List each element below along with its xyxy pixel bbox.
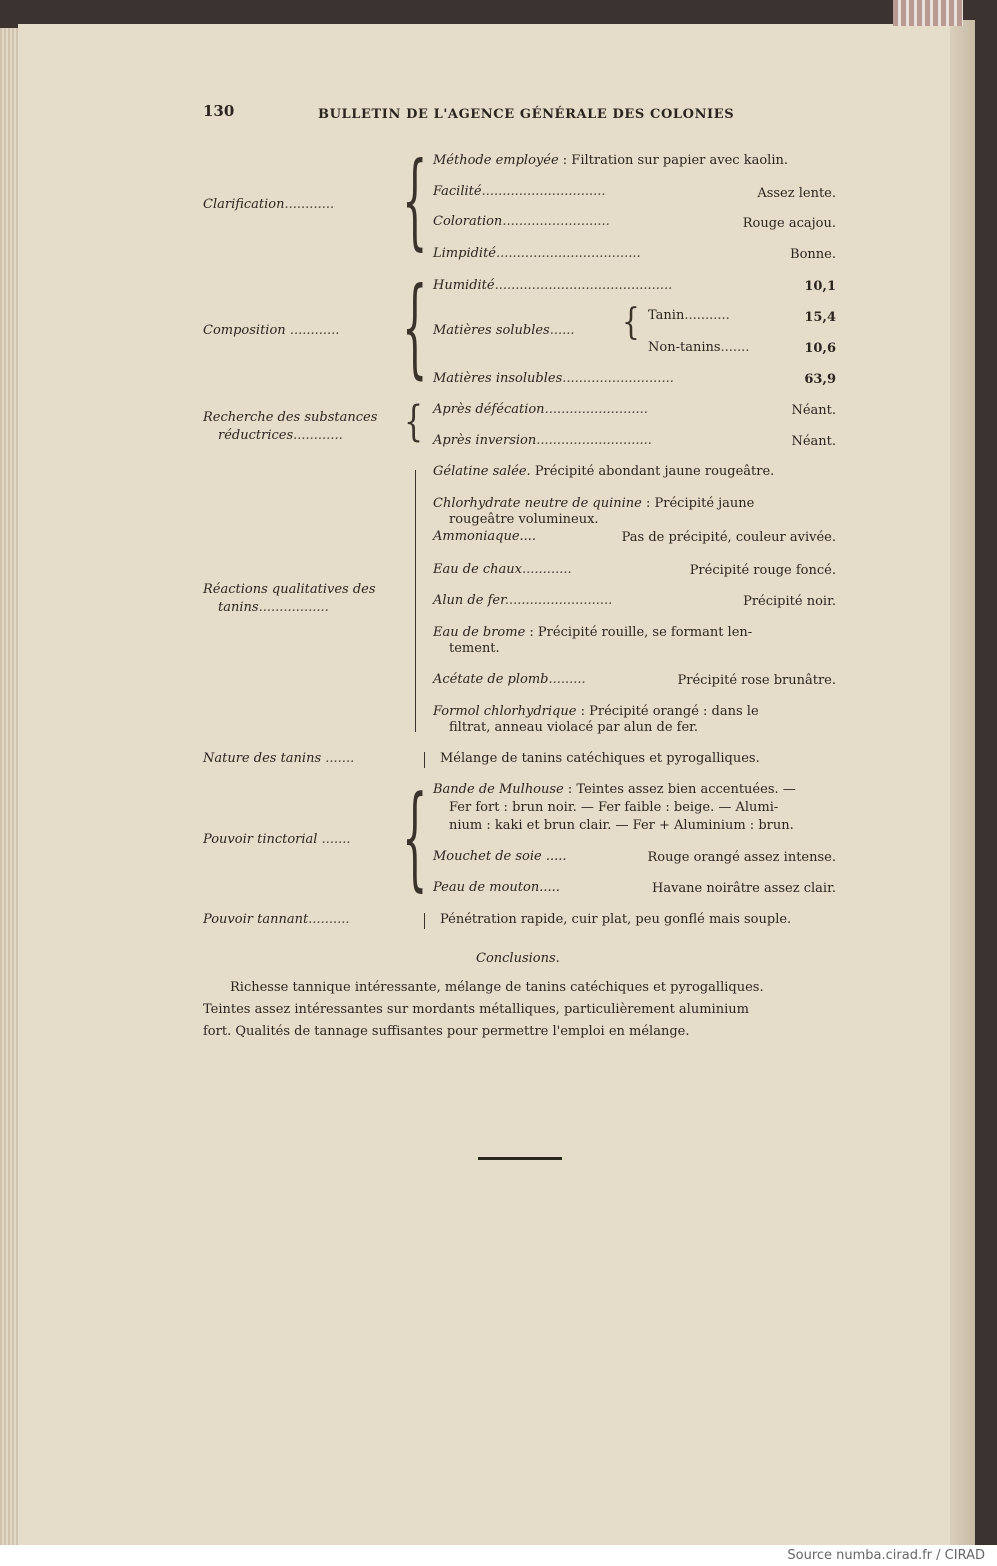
bracket-reactions [415, 470, 416, 732]
inversion-value: Néant. [791, 434, 836, 449]
tanin-value: 15,4 [804, 310, 836, 325]
brace-clarification: { [402, 142, 428, 262]
row-formol: Formol chlorhydrique : Précipité orangé : dans le [433, 704, 759, 719]
alun-value: Précipité noir. [743, 594, 836, 609]
ammoniaque-label: Ammoniaque.... [433, 529, 537, 544]
brome-cont: tement. [449, 641, 500, 656]
bar-nature [424, 752, 425, 768]
limpidite-label: Limpidité................................... [433, 246, 641, 261]
tannant-label: Pouvoir tannant.......... [203, 912, 350, 927]
humidite-label: Humidité........................................... [433, 278, 673, 293]
row-chlorhydrate: Chlorhydrate neutre de quinine : Précipité jaune [433, 496, 755, 511]
book-spine-edge [950, 20, 975, 1545]
reactions-label-2: tanins................. [218, 600, 329, 615]
nature-value: Mélange de tanins catéchiques et pyrogalliques. [440, 751, 760, 766]
mouton-value: Havane noirâtre assez clair. [652, 881, 836, 896]
plomb-value: Précipité rose brunâtre. [677, 673, 836, 688]
coloration-value: Rouge acajou. [742, 216, 836, 231]
row-brome: Eau de brome : Précipité rouille, se formant len- [433, 625, 753, 640]
tannant-value: Pénétration rapide, cuir plat, peu gonflé mais souple. [440, 912, 792, 927]
conclusions-line-1: Richesse tannique intéressante, mélange de tanins catéchiques et pyrogalliques. [230, 980, 764, 995]
row-mulhouse: Bande de Mulhouse : Teintes assez bien accentuées. — [433, 782, 796, 797]
binding-ribbon [893, 0, 963, 26]
source-credit: Source numba.cirad.fr / CIRAD [787, 1548, 985, 1563]
bar-tannant [424, 913, 425, 929]
closing-rule [478, 1157, 562, 1160]
chlorhydrate-cont: rougeâtre volumineux. [449, 512, 599, 527]
soie-value: Rouge orangé assez intense. [647, 850, 836, 865]
brace-recherche: { [404, 397, 424, 447]
defecation-label: Après défécation......................... [433, 402, 648, 417]
mulhouse-cont-2: nium : kaki et brun clair. — Fer + Aluminium : brun. [449, 818, 794, 833]
conclusions-line-2: Teintes assez intéressantes sur mordants métalliques, particulièrement aluminium [203, 1002, 749, 1017]
ammoniaque-value: Pas de précipité, couleur avivée. [621, 530, 836, 545]
plomb-label: Acétate de plomb......... [433, 672, 586, 687]
facilite-value: Assez lente. [757, 186, 836, 201]
row-gelatine: Gélatine salée. Précipité abondant jaune rougeâtre. [433, 464, 775, 479]
recherche-label-2: réductrices............ [218, 428, 343, 443]
mouton-label: Peau de mouton..... [433, 880, 560, 895]
non-tanins-value: 10,6 [804, 341, 836, 356]
reactions-label-1: Réactions qualitatives des [203, 582, 376, 597]
conclusions-line-3: fort. Qualités de tannage suffisantes pour permettre l'emploi en mélange. [203, 1024, 690, 1039]
page-number: 130 [203, 102, 235, 120]
coloration-label: Coloration.......................... [433, 214, 610, 229]
insolubles-value: 63,9 [804, 372, 836, 387]
recherche-label-1: Recherche des substances [203, 410, 378, 425]
tinctorial-label: Pouvoir tinctorial ....... [203, 832, 351, 847]
soie-label: Mouchet de soie ..... [433, 849, 567, 864]
running-header: BULLETIN DE L'AGENCE GÉNÉRALE DES COLONIES [318, 107, 735, 122]
mulhouse-cont-1: Fer fort : brun noir. — Fer faible : beige. — Alumi- [449, 800, 779, 815]
insolubles-label: Matières insolubles........................... [433, 371, 674, 386]
chaux-label: Eau de chaux............ [433, 562, 572, 577]
brace-solubles: { [622, 300, 640, 343]
conclusions-heading: Conclusions. [476, 951, 560, 966]
brace-composition: { [402, 266, 428, 392]
defecation-value: Néant. [791, 403, 836, 418]
inversion-label: Après inversion............................ [433, 433, 652, 448]
brace-tinctorial: { [402, 774, 428, 904]
tanin-label: Tanin........... [648, 308, 730, 323]
formol-cont: filtrat, anneau violacé par alun de fer. [449, 720, 699, 735]
humidite-value: 10,1 [804, 279, 836, 294]
composition-label: Composition ............ [203, 323, 340, 338]
facilite-label: Facilité.............................. [433, 184, 606, 199]
row-methode: Méthode employée : Filtration sur papier avec kaolin. [433, 153, 788, 168]
limpidite-value: Bonne. [790, 247, 836, 262]
nature-label: Nature des tanins ....... [203, 751, 355, 766]
solubles-label: Matières solubles...... [433, 323, 575, 338]
alun-label: Alun de fer.......................... [433, 593, 613, 608]
clarification-label: Clarification............ [203, 197, 335, 212]
non-tanins-label: Non-tanins....... [648, 340, 750, 355]
chaux-value: Précipité rouge foncé. [689, 563, 836, 578]
